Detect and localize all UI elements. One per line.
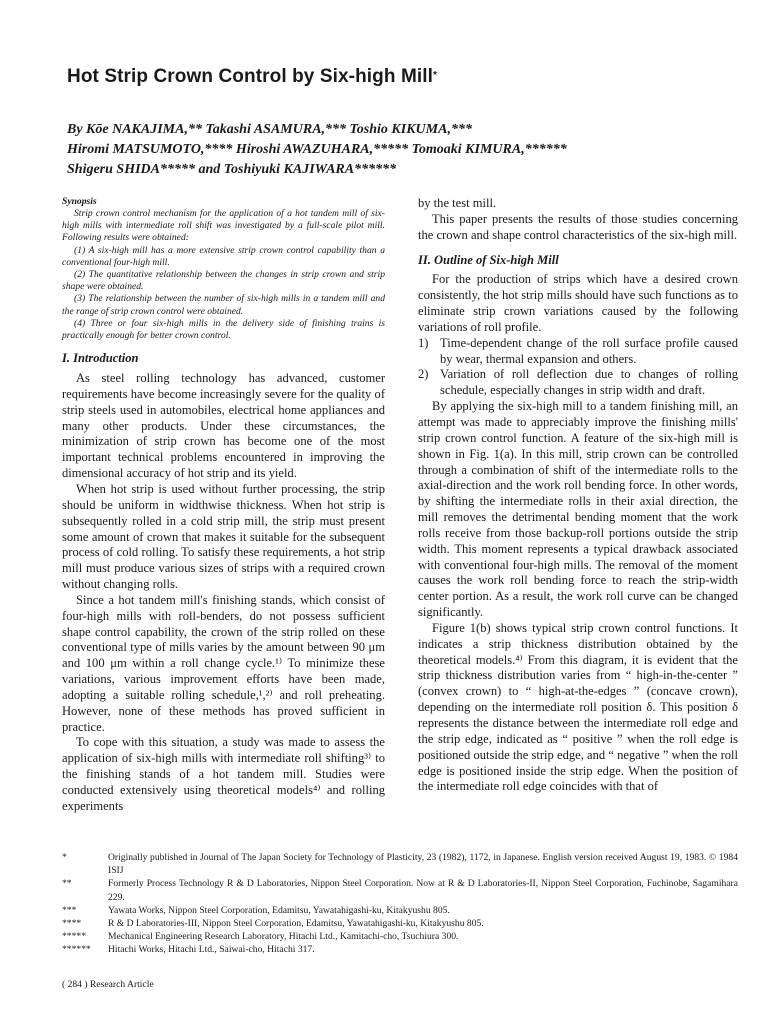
author-line: Shigeru SHIDA***** and Toshiyuki KAJIWARA******	[67, 162, 397, 177]
section-heading-introduction: I. Introduction	[62, 351, 139, 366]
synopsis	[62, 196, 385, 342]
footnote	[62, 904, 738, 917]
synopsis-intro: Strip crown control mechanism for the application of a hot tandem mill of six-high mills with intermediate roll shift was investigated by a full-scale pilot mill. Following results were obtained:	[62, 208, 385, 244]
footnote-text: Hitachi Works, Hitachi Ltd., Saiwai-cho, Hitachi 317.	[108, 944, 315, 956]
author-line: By Kōe NAKAJIMA,** Takashi ASAMURA,*** Toshio KIKUMA,***	[67, 122, 472, 137]
footnote	[62, 877, 738, 903]
synopsis-item: (1) A six-high mill has a more extensive strip crown control capability than a conventional four-high mill.	[62, 244, 385, 268]
list-number: 1)	[418, 335, 429, 350]
body-paragraph: When hot strip is used without further processing, the strip should be uniform in widthwise thickness. When hot strip is subsequently rolled in a cold strip mill, the strip must present some amount of crown that makes it suitable for the subsequent process of cold rolling. To satisfy these requirements, a hot strip mill must produce various sizes of strips with a required crown without changing rolls.	[62, 481, 385, 592]
author-line: Hiromi MATSUMOTO,**** Hiroshi AWAZUHARA,***** Tomoaki KIMURA,******	[67, 142, 567, 157]
body-paragraph: Since a hot tandem mill's finishing stands, which consist of four-high mills with roll-benders, do not possess sufficient shape control capability, the crown of the strip rolled on these conventional type of mills varies by the amount between 90 μm and 100 μm within a roll change cycle.¹⁾ To minimize these variations, various improvement efforts have been made, adopting a suitable rolling schedule,¹,²⁾ and roll preheating. However, none of these methods has proved sufficient in practice.	[62, 592, 385, 734]
footnote	[62, 917, 738, 930]
synopsis-item: (2) The quantitative relationship between the changes in strip crown and strip shape were obtained.	[62, 269, 385, 293]
footnote-mark: ****	[62, 918, 82, 930]
page-footer	[62, 979, 154, 990]
body-paragraph: As steel rolling technology has advanced, customer requirements have become increasingly severe for the quality of strip steels used in automobiles, electrical home appliances and many other products. Under these circumstances, the minimization of strip crown has become one of the most important technical problems encountered in improving the dimensional accuracy of hot strip and its yield.	[62, 371, 385, 481]
footnote	[62, 851, 738, 877]
body-paragraph: Figure 1(b) shows typical strip crown control functions. It indicates a strip thickness distribution obtained by the theoretical models.⁴⁾ From this diagram, it is evident that the strip thickness distribution varies from “ high-in-the-center ” (convex crown) to “ high-at-the-edges ” (concave crown), depending on the intermediate roll position δ. This position δ represents the distance between the intermediate roll edge and the strip edge, indicated as “ positive ” when the roll edge is positioned outside the strip edge, and “ negative ” when the roll edge is positioned inside the strip edge. When the position of the intermediate roll edge coincides with that of	[418, 620, 738, 794]
article-type-label: Research Article	[89, 979, 154, 990]
synopsis-heading: Synopsis	[62, 196, 97, 207]
list-item	[418, 336, 738, 368]
footnote-text: Yawata Works, Nippon Steel Corporation, Edamitsu, Yawatahigashi-ku, Kitakyushu 805.	[108, 904, 450, 916]
footnote-text: Formerly Process Technology R & D Laboratories, Nippon Steel Corporation. Now at R & D Laboratories-II, Nippon Steel Corporation, Fuchinobe, Sagamihara 229.	[108, 878, 738, 903]
page-number: ( 284 )	[62, 979, 88, 990]
left-column	[62, 196, 385, 815]
author-list	[67, 120, 727, 180]
footnote-text: R & D Laboratories-III, Nippon Steel Corporation, Edamitsu, Yawatahigashi-ku, Kitakyushu 805.	[108, 918, 484, 930]
paper-title: Hot Strip Crown Control by Six-high Mill*	[67, 66, 438, 87]
body-paragraph: This paper presents the results of those studies concerning the crown and shape control characteristics of the six-high mill.	[418, 211, 738, 242]
synopsis-item: (4) Three or four six-high mills in the delivery side of finishing trains is practically enough for better crown control.	[62, 317, 385, 342]
list-text: Variation of roll deflection due to changes of rolling schedule, especially changes in strip width and draft.	[440, 367, 738, 398]
list-item	[418, 367, 738, 399]
body-paragraph: For the production of strips which have a desired crown consistently, the hot strip mills should have such functions as to eliminate strip crown variations caused by the following variations of roll profile.	[418, 272, 738, 334]
footnote-mark: *****	[62, 931, 86, 943]
footnote-mark: ***	[62, 904, 77, 916]
footnote-mark: **	[62, 878, 72, 890]
footnote-text: Originally published in Journal of The Japan Society for Technology of Plasticity, 23 (1982), 1172, in Japanese. English version received August 19, 1983. © 1984 ISIJ	[108, 852, 738, 877]
list-number: 2)	[418, 367, 429, 382]
body-paragraph: To cope with this situation, a study was made to assess the application of six-high mills with intermediate roll shifting³⁾ to the finishing stands of a hot tandem mill. Studies were conducted extensively using theoretical models⁴⁾ and rolling experiments	[62, 735, 385, 813]
footnote-mark: *	[62, 852, 67, 863]
footnote-mark: ******	[62, 944, 91, 956]
footnote-text: Mechanical Engineering Research Laboratory, Hitachi Ltd., Kamitachi-cho, Tsuchiura 300.	[108, 931, 459, 943]
title-footnote-mark: *	[433, 70, 438, 81]
right-column	[418, 196, 738, 795]
section-heading-outline: II. Outline of Six-high Mill	[418, 252, 559, 267]
body-paragraph-continuation: by the test mill.	[418, 196, 497, 210]
footnote	[62, 930, 738, 943]
footnote	[62, 943, 738, 956]
body-paragraph: By applying the six-high mill to a tandem finishing mill, an attempt was made to appreciably improve the finishing mills' strip crown control function. A feature of the six-high mill is shown in Fig. 1(a). In this mill, strip crown can be controlled through a combination of shift of the intermediate rolls to the axial-direction and the work roll bending force. In other words, by shifting the intermediate rolls in their axial direction, the mill removes the detrimental bending moment that the work rolls receive from those backup-roll portions outside the strip width. This moment represents a typical drawback associated with conventional four-high mills. The removal of the moment causes the work roll bending force to reach the strip-width center portion. As a result, the work roll curve can be changed significantly.	[418, 399, 738, 620]
footnotes	[62, 851, 738, 957]
synopsis-item: (3) The relationship between the number of six-high mills in a tandem mill and the range of strip crown control were obtained.	[62, 293, 385, 317]
list-text: Time-dependent change of the roll surface profile caused by wear, thermal expansion and others.	[440, 335, 738, 366]
